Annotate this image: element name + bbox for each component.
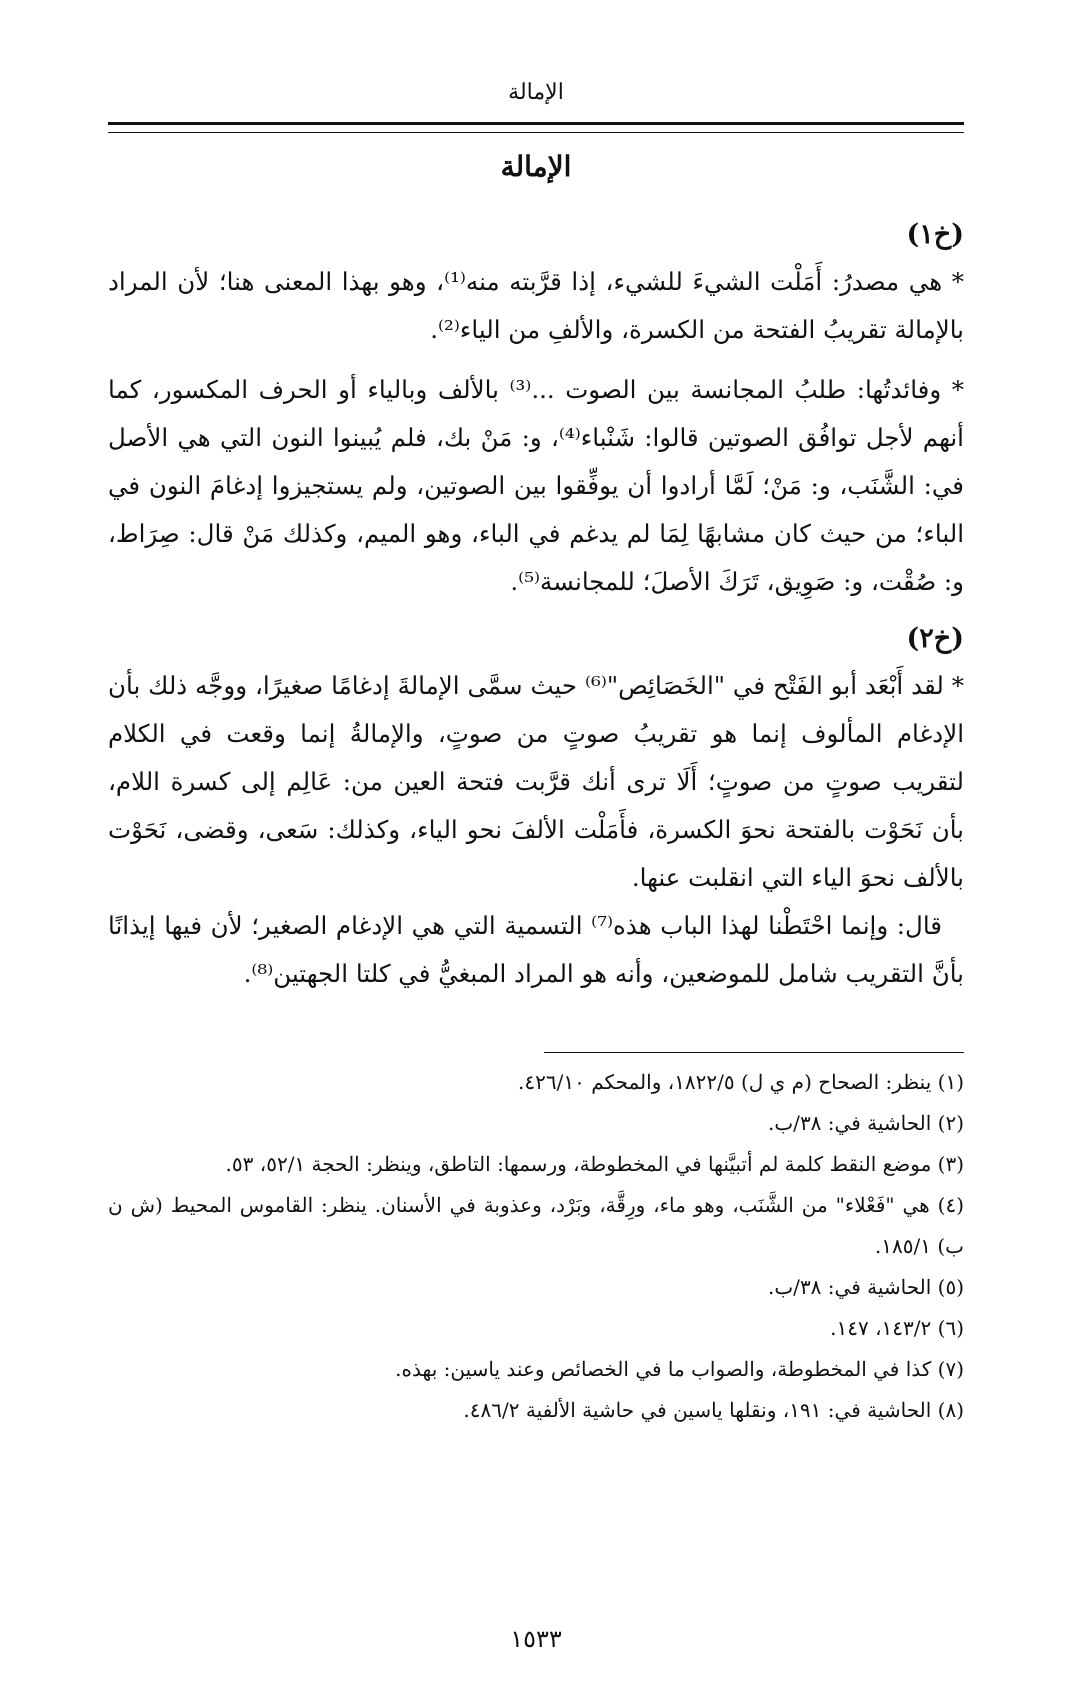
footnote: (٥) الحاشية في: ٣٨/ب.: [768, 1275, 964, 1299]
chapter-title: الإمالة: [500, 150, 572, 183]
footnote: (٦) ١٤٣/٢، ١٤٧.: [830, 1316, 964, 1340]
paragraph: * وفائدتُها: طلبُ المجانسة بين الصوت ...⁽³⁾ بالألف وبالياء أو الحرف المكسور، كما أنهم لأجل توافُق الصوتين قالوا: شَنْباء⁽⁴⁾، و: مَنْ بك، فلم يُبينوا النون التي هي الأصل في: الشَّنَب، و: مَنْ؛ لَمَّا أرادوا أن يوفِّقوا بين الصوتين، ولم يستجيزوا إدغامَ النون في الباء؛ من حيث كان مشابهًا لِمَا لم يدغم في الباء، وهو الميم، وكذلك مَنْ قال: صِرَاط، و: صُقْت، و: صَوِيق، تَرَكَ الأصلَ؛ للمجانسة⁽⁵⁾.: [108, 375, 964, 596]
page-number: ١٥٣٣: [510, 1625, 562, 1653]
footnote: (١) ينظر: الصحاح (م ي ل) ١٨٢٢/٥، والمحكم ٤٢٦/١٠.: [518, 1070, 964, 1094]
header-rule-thick: [108, 122, 964, 125]
paragraph: * لقد أَبْعَد أبو الفَتْح في "الخَصَائِص"⁽⁶⁾ حيث سمَّى الإمالةَ إدغامًا صغيرًا، ووجَّه ذلك بأن الإدغام المألوف إنما هو تقريبُ صوتٍ من صوتٍ، والإمالةُ إنما وقعت في الكلام لتقريب صوتٍ من صوتٍ؛ أَلَا ترى أنك قرَّبت فتحة العين من: عَالِم إلى كسرة اللام، بأن نَحَوْت بالفتحة نحوَ الكسرة، فأَمَلْت الألفَ نحو الياء، وكذلك: سَعى، وقضى، نَحَوْت بالألف نحوَ الياء التي انقلبت عنها.: [108, 671, 964, 892]
footnote: (٢) الحاشية في: ٣٨/ب.: [768, 1111, 964, 1135]
paragraph: قال: وإنما احْتَطْنا لهذا الباب هذه⁽⁷⁾ التسمية التي هي الإدغام الصغير؛ لأن فيها إيذانًا بأنَّ التقريب شامل للموضعين، وأنه هو المراد المبغيُّ في كلتا الجهتين⁽⁸⁾.: [108, 911, 964, 988]
running-head: الإمالة: [508, 80, 564, 105]
footnotes: [108, 1062, 964, 1431]
book-page: [108, 0, 964, 1698]
paragraph: * هي مصدرُ: أَمَلْت الشيءَ للشيء، إذا قرَّبته منه⁽¹⁾، وهو بهذا المعنى هنا؛ لأن المراد بالإمالة تقريبُ الفتحة من الكسرة، والألفِ من الياء⁽²⁾.: [108, 267, 964, 344]
footnote-separator: [544, 1052, 964, 1053]
header-rule-thin: [108, 132, 964, 133]
footnote: (٧) كذا في المخطوطة، والصواب ما في الخصائص وعند ياسين: بهذه.: [395, 1357, 964, 1381]
footnote: (٤) هي "فَعْلاء" من الشَّنَب، وهو ماء، ورِقَّة، وبَرْد، وعذوبة في الأسنان. ينظر: القاموس المحيط (ش ن ب) ١٨٥/١.: [108, 1193, 964, 1258]
footnote: (٣) موضع النقط كلمة لم أتبيَّنها في المخطوطة، ورسمها: التاطق، وينظر: الحجة ٥٢/١، ٥٣.: [225, 1152, 964, 1176]
section-marker-1: (خ١): [906, 219, 964, 250]
footnote: (٨) الحاشية في: ١٩١، ونقلها ياسين في حاشية الألفية ٤٨٦/٢.: [463, 1398, 964, 1422]
section-marker-2: (خ٢): [906, 623, 964, 654]
main-text: [108, 212, 964, 998]
